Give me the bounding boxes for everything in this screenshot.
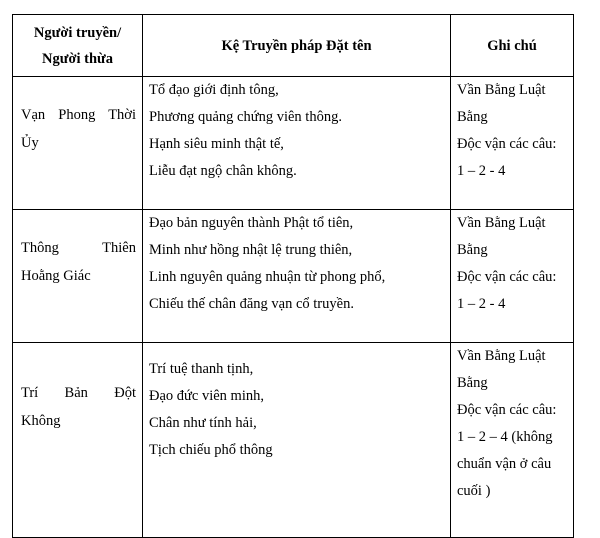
notes-cell	[451, 210, 574, 343]
note-line: Bằng	[457, 242, 488, 258]
verse-line: Hạnh siêu minh thật tế,	[149, 136, 284, 152]
verse-line: Tổ đạo giới định tông,	[149, 82, 279, 98]
note-line: Độc vận các câu:	[457, 136, 557, 152]
note-line: 1 – 2 - 4	[457, 296, 506, 312]
table-row	[13, 210, 574, 343]
verse-line: Trí tuệ thanh tịnh,	[149, 361, 254, 377]
note-line: Bằng	[457, 375, 488, 391]
name-line: Trí Bản Đột	[21, 385, 136, 401]
verse-cell	[143, 77, 451, 210]
notes-cell	[451, 77, 574, 210]
note-line: Vần Bằng Luật	[457, 82, 546, 98]
note-line: 1 – 2 - 4	[457, 163, 506, 179]
name-line: Ủy	[21, 135, 39, 151]
name-line: Vạn Phong Thời	[21, 107, 136, 123]
note-line: Vần Bằng Luật	[457, 215, 546, 231]
verse-line: Chân như tính hải,	[149, 415, 257, 431]
verse-line: Đạo bản nguyên thành Phật tổ tiên,	[149, 215, 354, 231]
notes-cell	[451, 343, 574, 538]
verse-line: Tịch chiếu phổ thông	[149, 442, 273, 458]
note-line: cuối )	[457, 483, 491, 499]
verse-line: Đạo đức viên minh,	[149, 388, 264, 404]
header-row	[13, 15, 574, 77]
transmitter-name	[13, 210, 143, 343]
transmitter-name	[13, 77, 143, 210]
note-line: Bằng	[457, 109, 488, 125]
name-line: Thông Thiên	[21, 240, 136, 256]
header-transmitter	[13, 15, 143, 77]
lineage-verse-table	[12, 14, 574, 538]
table-row	[13, 343, 574, 538]
name-line: Không	[21, 413, 61, 429]
verse-cell	[143, 343, 451, 538]
verse-line: Liễu đạt ngộ chân không.	[149, 163, 297, 179]
header-notes: Ghi chú	[451, 15, 574, 77]
header-transmitter-line2: Người thừa	[42, 50, 113, 67]
table-row	[13, 77, 574, 210]
note-line: Độc vận các câu:	[457, 269, 557, 285]
header-transmitter-line1: Người truyền/	[33, 24, 122, 41]
name-line: Hoằng Giác	[21, 268, 91, 284]
note-line: chuẩn vận ở câu	[457, 456, 552, 472]
verse-line: Minh như hồng nhật lệ trung thiên,	[149, 242, 353, 258]
header-verse: Kệ Truyền pháp Đặt tên	[143, 15, 451, 77]
transmitter-name	[13, 343, 143, 538]
note-line: Vần Bằng Luật	[457, 348, 546, 364]
note-line: 1 – 2 – 4 (không	[457, 429, 553, 445]
verse-cell	[143, 210, 451, 343]
note-line: Độc vận các câu:	[457, 402, 557, 418]
verse-line: Chiếu thế chân đăng vạn cổ truyền.	[149, 296, 354, 312]
verse-line: Phương quảng chứng viên thông.	[149, 109, 342, 125]
verse-line: Linh nguyên quảng nhuận từ phong phổ,	[149, 269, 386, 285]
